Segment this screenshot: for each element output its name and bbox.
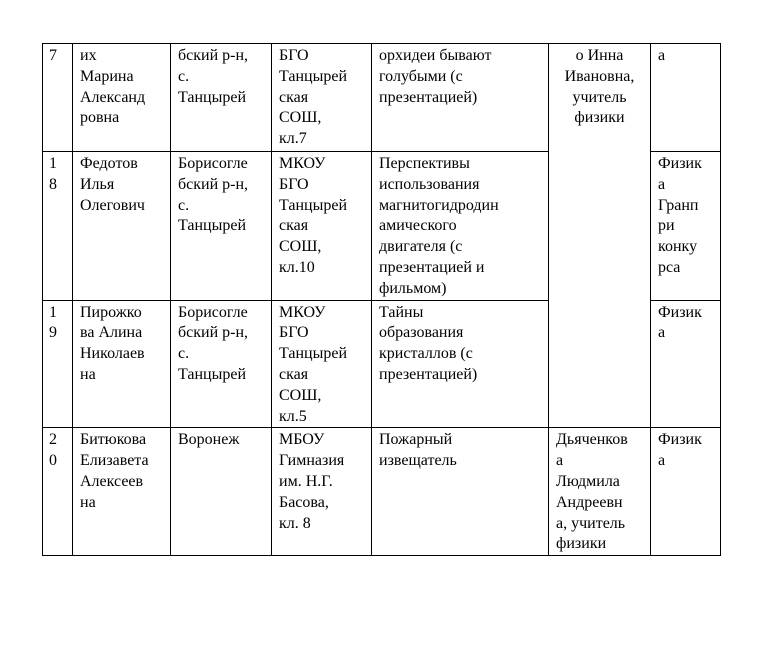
school: МКОУ БГО Танцырей ская СОШ, кл.10 [272,152,372,301]
subject: Физик а [651,428,721,556]
school: МКОУ БГО Танцырей ская СОШ, кл.5 [272,300,372,428]
teacher: о Инна Ивановна, учитель физики [549,44,651,428]
subject: Физик а Гранп ри конку рса [651,152,721,301]
row-number: 7 [43,44,73,152]
subject: а [651,44,721,152]
project-topic: орхидеи бывают голубыми (с презентацией) [372,44,549,152]
row-number: 1 9 [43,300,73,428]
row-number: 2 0 [43,428,73,556]
district: бский р-н, с. Танцырей [171,44,272,152]
participant-name: Битюкова Елизавета Алексеев на [73,428,171,556]
participant-name: Федотов Илья Олегович [73,152,171,301]
participant-name: Пирожко ва Алина Николаев на [73,300,171,428]
district: Борисогле бский р-н, с. Танцырей [171,300,272,428]
row-number: 1 8 [43,152,73,301]
teacher: Дьяченков а Людмила Андреевн а, учитель физики [549,428,651,556]
project-topic: Пожарный извещатель [372,428,549,556]
participant-name: их Марина Александ ровна [73,44,171,152]
participants-table [42,43,721,556]
project-topic: Перспективы использования магнитогидродин амического двигателя (с презентацией и фильмом) [372,152,549,301]
district: Воронеж [171,428,272,556]
subject: Физик а [651,300,721,428]
school: БГО Танцырей ская СОШ, кл.7 [272,44,372,152]
district: Борисогле бский р-н, с. Танцырей [171,152,272,301]
table-row [43,44,721,152]
school: МБОУ Гимназия им. Н.Г. Басова, кл. 8 [272,428,372,556]
project-topic: Тайны образования кристаллов (с презентацией) [372,300,549,428]
table-row [43,428,721,556]
